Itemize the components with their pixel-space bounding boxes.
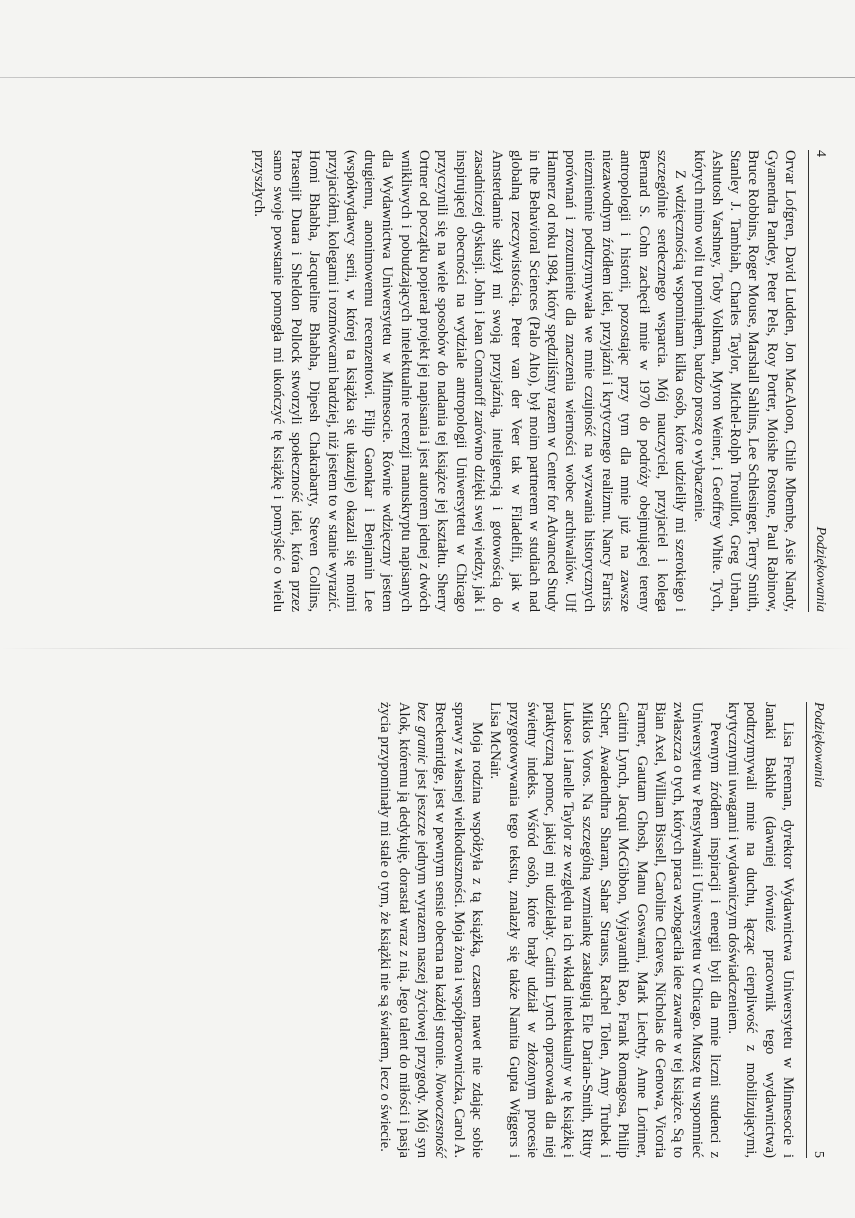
running-header <box>806 702 826 1158</box>
header-title: Podziękowania <box>813 526 828 612</box>
paragraph: Lisa Freeman, dyrektor Wydawnictwa Uniwersytetu w Minnesocie i Janaki Bakhle (dawniej również pracownik tego wydawnictwa) podtrzymywali mnie na duchu, łącząc cierpliwość z mobilizującymi, krytycznymi uwagami i wydawniczym doświadczeniem. <box>725 702 796 1158</box>
page-right <box>216 702 826 1158</box>
page-number: 4 <box>813 150 828 157</box>
header-title: Podziękowania <box>811 702 826 788</box>
paragraph-text: Moja rodzina współżyła z tą książką, czasem nawet nie zdając sobie sprawy z własnej wielkoduszności. Moja żona i współpracowniczka, Carol A. Breckenridge, jest w pewnym sensie obecna na każdej stronie. <box>432 702 485 1158</box>
page-number: 5 <box>811 1151 826 1158</box>
paragraph <box>376 702 486 1158</box>
page-fold-line <box>0 648 855 649</box>
paragraph: Z wdzięcznością wspominam kilka osób, które udzieliły mi szerokiego i szczególnie serdecznego wsparcia. Mój nauczyciel, przyjaciel i kolega Bernard S. Cohn zachęcił mnie w 1970 do podróży obejmującej tereny antropologii i historii, pozostając przy tym dla mnie już na zawsze niezawodnym źródłem idei, przyjaźni i krytycznego realizmu. Nancy Farriss niezmiennie podtrzymywała we mnie czujność na wyzwania historycznych porównań i zrozumienie dla znaczenia wierności wobec archiwaliów. Ulf Hannerz od roku 1984, który spędziliśmy razem w Center for Advanced Study in the Behavioral Sciences (Palo Alto), był moim partnerem w studiach nad globalną rzeczywistością. Peter van der Veer tak w Filadelfii, jak w Amsterdamie służył mi swoją przyjaźnią, inteligencją i gotowością do zasadniczej dyskusji. John i Jean Comaroff zarówno dzięki swej wiedzy, jak i inspirującej obecności na wydziale antropologii Uniwersytetu w Chicago przyczynili się na wiele sposobów do nadania tej książce jej kształtu. Sherry Ortner od początku popierał projekt jej napisania i jest autorem jednej z dwóch wnikliwych i pobudzających intelektualnie recenzji manuskryptu napisanych dla Wydawnictwa Uniwersytetu w Minnesocie. Równie wdzięczny jestem drugiemu, anonimowemu recenzentowi. Filip Gaonkar i Benjamin Lee (współwydawcy serii, w której ta książka się ukazuje) okazali się moimi przyjaciółmi, kolegami i rozmówcami bardziej, niż jestem to w stanie wyrazić. Homi Bhabha, Jacqueline Bhabha, Dipesh Chakrabarty, Steven Collins, Prasenjit Duara i Sheldon Pollock stworzyli społeczność idei, która przez samo swoje powstanie pomogła mi ukończyć tę książkę i pomyśleć o wielu przyszłych. <box>251 150 689 612</box>
page-left <box>58 150 828 612</box>
paragraph: Orvar Lofgren, David Ludden, Jon MacAloon, Chile Mbembe, Asie Nandy, Gyanendra Pandey, Peter Pels, Roy Porter, Moishe Postone, Paul Rabinow, Bruce Robbins, Roger Mouse, Marshall Sahlins, Lee Schlesinger, Terry Smith, Stanley J. Tambiah, Charles Taylor, Michel-Rolph Trouillot, Greg Urban, Ashutosh Varshney, Toby Volkman, Myron Weiner, i Geoffrey White. Tych, których mimo woli tu pominąłem, bardzo proszę o wybaczenie. <box>690 150 798 612</box>
body-text <box>250 150 799 612</box>
body-text <box>376 702 797 1158</box>
scan-edge-line <box>0 77 855 78</box>
running-header <box>808 150 828 612</box>
paragraph-text: jest jeszcze jednym wyrazem naszej życiowej przygody. Mój syn Alok, któremu ją dedykuję, dorastał wraz z nią. Jego talent do miłości i pasja życia przypominały mi stale o tym, że książki nie są światem, lecz o świecie. <box>377 702 431 1158</box>
book-title: Nowoczesność bez granic <box>414 702 449 1159</box>
paragraph: Pewnym źródłem inspiracji i energii byli dla mnie liczni studenci z Uniwersytetu w Pensylwanii i Uniwersytetu w Chicago. Muszę tu wspomnieć zwłaszcza o tych, których praca wzbogaciła idee zawarte w tej książce. Są to Bian Axel, William Bissell, Caroline Cleaves, Nicholas de Genowa, Vicoria Farmer, Gautam Ghosh, Manu Goswami, Mark Liechty, Anne Lorimer, Caitrin Lynch, Jacqui McGibbon, Vyjayanthi Rao, Frank Romagosa, Philip Scher, Awadendhra Sharan, Sahar Strauss, Rachel Tolen, Amy Trubek i Miklos Voros. Na szczególną wzmiankę zasługują Ele Darian-Smith, Ritty Lukose i Janelle Taylor ze względu na ich wkład intelektualny w tę książkę i praktyczną pomoc, jakiej mi udzielały. Caitrin Lynch opracowała dla niej świetny indeks. Wśród osób, które brały udział w złożonym procesie przygotowywania tego tekstu, znalazły się także Namita Gupta Wiggers i Lisa McNair. <box>487 702 723 1158</box>
